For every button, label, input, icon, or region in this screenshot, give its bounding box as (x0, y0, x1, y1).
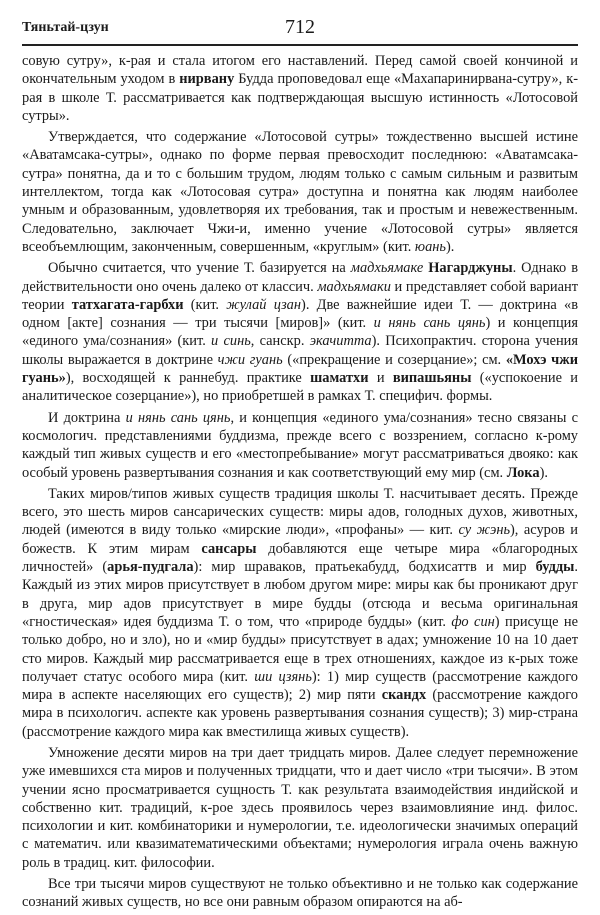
text-run: («успокоение и аналитическое созерцание»), но приобретшей в рамках Т. специфич. формы. (22, 370, 579, 405)
text-run: . Однако в действительности оно очень далеко от классич. (22, 260, 578, 295)
text-run: И доктрина (48, 409, 126, 426)
foreign-term: и нянь сань цянь (125, 409, 231, 426)
text-run: ) и концепция «единого ума/сознания» (кит. (22, 315, 578, 350)
cross-reference-term: скандх (381, 687, 427, 704)
foreign-term: мадхьямаке (350, 260, 424, 277)
text-run: ): мир шраваков, пратьекабудд, бодхисаттв и мир (193, 559, 536, 576)
paragraph (22, 409, 578, 482)
paragraph (22, 128, 578, 256)
text-run: ). (539, 464, 548, 481)
text-run: , санскр. (250, 333, 310, 350)
running-head: Тяньтай-цзун (22, 20, 109, 35)
cross-reference-term: будды (535, 559, 575, 576)
text-run: ). (445, 238, 455, 255)
text-run: и (368, 370, 393, 387)
cross-reference-term: випашьяны (392, 370, 472, 387)
paragraph (22, 875, 578, 912)
cross-reference-term: сансары (201, 540, 257, 557)
cross-reference-term: «Мохэ чжи гуань» (22, 351, 578, 387)
text-run: ) присуще не только добро, но и зло), но и «мир будды» присутствует в адах; умножение 10 на 10 дает сто миров. Каждый мир рассматривается еще в трех отношениях, каждое из к-рых тоже получает статус особого мира (кит. (22, 613, 578, 685)
text-run: Все три тысячи миров существуют не только объективно и не только как содержание сознаний живых существ, но все они равным образом опираются на аб- (22, 876, 578, 911)
foreign-term: и синь (211, 333, 251, 350)
header-rule (22, 44, 578, 46)
cross-reference-term: Лока (506, 464, 540, 481)
paragraph (22, 485, 578, 741)
text-run: ), асуров и божеств. К этим мирам (22, 522, 578, 557)
cross-reference-term: арья-пудгала (107, 559, 194, 576)
foreign-term: мадхьямаки (317, 278, 391, 295)
text-run: добавляются еще четыре мира «благородных личностей» ( (22, 540, 578, 576)
text-run: Утверждается, что содержание «Лотосовой сутры» тождественно высшей истине «Аватамсака-сутры», однако по форме первая превосходит последнюю: «Аватамсака-сутра» понятна, да и то с большим трудом, людям только с самым сильным и развитым интеллектом, тогда как «Лотосовая сутра» доступна и понятна как людям наиболее умным и образованным, удовлетворяя их требования, так и простым и невежественным. Следовательно, заключает Чжи-и, именно учение «Лотосовой сутры» является всеобъемлющим, законченным, совершенным, «круглым» (кит. (22, 129, 578, 255)
text-run: ). Психопрактич. сторона учения школы выражается в доктрине (22, 333, 578, 368)
foreign-term: и нянь сань цянь (373, 315, 486, 332)
page-number: 712 (285, 16, 315, 38)
foreign-term: экачитта (309, 333, 372, 350)
foreign-term: жулай цзан (226, 296, 302, 313)
page-header (22, 16, 578, 40)
cross-reference-term: Нагарджуны (428, 260, 513, 277)
foreign-term: су жэнь (458, 522, 511, 539)
article-body (22, 52, 578, 915)
paragraph (22, 259, 578, 405)
paragraph (22, 52, 578, 125)
text-run: , и концепция «единого ума/сознания» тесно связаны с космологич. представлениями буддизма, прежде всего с воззрением, согласно к-рому каждый тип живых существ и его «местопребывание» могут рассматриваться двояко: как особый уровень развертывания сознания и как соответствующий ему мир (см. (22, 409, 578, 481)
foreign-term: чжи гуань (217, 351, 283, 368)
foreign-term: юань (414, 238, 446, 255)
cross-reference-term: нирвану (179, 71, 235, 88)
text-run: Обычно считается, что учение Т. базируется на (48, 260, 351, 277)
text-run: (кит. (183, 296, 227, 313)
text-run: ): 1) мир существ (рассмотрение каждого мира в аспекте населяющих его существ); 2) мир пяти (22, 668, 578, 704)
text-run: ), восходящей к раннебуд. практике (65, 370, 311, 387)
paragraph (22, 744, 578, 872)
text-run: . Каждый из этих миров присутствует в любом другом мире: миры как бы проникают друг в друга, мир адов присутствует в мире будды (отсюда и весьма оригинальная «гностическая» идея буддизма Т. о том, что «природе будды» (кит. (22, 559, 578, 630)
text-run: совую сутру», к-рая и стала итогом его наставлений. Перед самой своей кончиной и окончательным уходом в (22, 53, 578, 88)
text-run: ). Две важнейшие идеи Т. — доктрина «в одном [акте] сознания — три тысячи [миров]» (кит. (22, 296, 579, 332)
text-run: Будда проповедовал еще «Махапаринирвана-сутру», к-рая в школе Т. рассматривается как подтверждающая высшую истинность «Лотосовой сутры». (22, 71, 579, 124)
text-run: Умножение десяти миров на три дает тридцать миров. Далее следует перемножение уже имевшихся ста миров и полученных тридцати, что и дает число «три тысячи». В этом учении ясно просматривается сущность Т. как результата взаимодействия индийской и собственно кит. традиций, к-рое здесь проявилось через взаимовлияние инд. филос. психологии и кит. комбинаторики и нумерологии, т.е. идеологически значимых операций с математич. или квазиматематическими объектами; нумерология играла очень важную роль в традиц. кит. философии. (22, 744, 578, 871)
foreign-term: фо син (451, 613, 495, 630)
cross-reference-term: шаматхи (310, 370, 369, 387)
text-run: Таких миров/типов живых существ традиция школы Т. насчитывает десять. Прежде всего, это шесть миров сансарических существ: миры адов, голодных духов, животных, людей (имеются в виду только «мирские люди», «профаны» — кит. (22, 485, 578, 539)
text-run: (рассмотрение каждого мира в психологич. аспекте как уровень развертывания сознания существ); 3) мир-страна (рассмотрение каждого мира как вместилища живых существ). (22, 687, 578, 740)
cross-reference-term: татхагата-гарбхи (71, 296, 184, 313)
text-run: и представляет собой вариант теории (22, 278, 578, 313)
text-run: («прекращение и созерцание»; см. (282, 351, 506, 368)
foreign-term: ши цзянь (254, 668, 312, 685)
